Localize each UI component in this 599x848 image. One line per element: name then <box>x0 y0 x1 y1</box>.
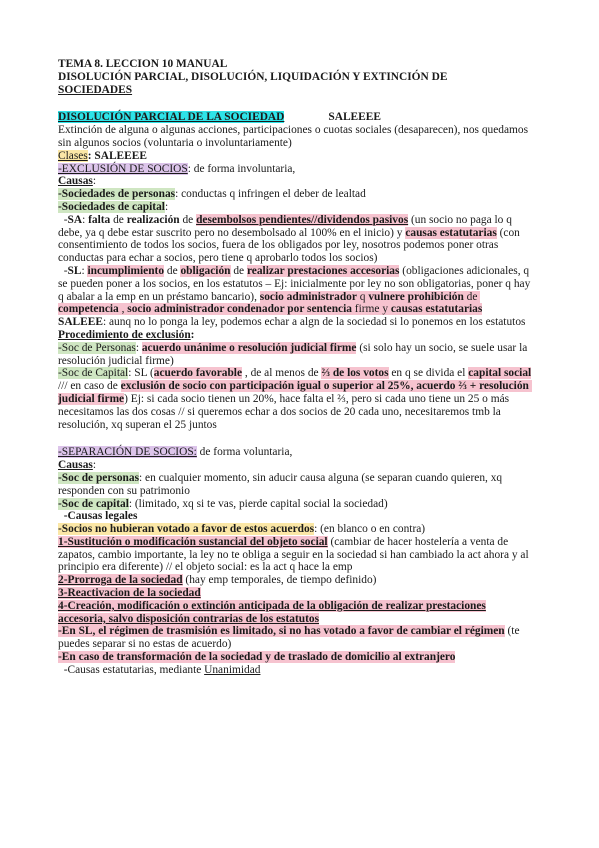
exclusion-causas-line <box>58 175 536 188</box>
procedimiento-colon: : <box>190 328 195 341</box>
sl-causas: causas estatutarias <box>390 303 483 316</box>
sl-firme: firme y <box>351 303 391 316</box>
sl-realizar: realizar prestaciones accesorias <box>246 264 400 277</box>
soc-capital-paragraph <box>58 367 536 431</box>
separacion-heading-rest: de forma voluntaria, <box>196 446 293 459</box>
sl-obligacion: obligación <box>180 264 231 277</box>
clases-tag: : SALEEEE <box>87 149 147 162</box>
sl-de-2: de <box>230 264 247 277</box>
exclusion-capital-line <box>58 201 536 214</box>
disolucion-parcial-tag: SALEEEE <box>328 111 381 124</box>
causas-legales-line: -Causas legales <box>58 510 138 523</box>
disolucion-parcial-heading: DISOLUCIÓN PARCIAL DE LA SOCIEDAD <box>58 111 285 124</box>
exclusion-heading-line <box>58 163 536 176</box>
sl-de-1: de <box>164 264 181 277</box>
sl-regimen-text: (te puedes separar si no estas de acuerdo) <box>58 625 520 651</box>
item-4-label: 4-Creación, modificación o extinción anticipada de la obligación de realizar prestaciones accesoria, salvo disposición contrarias de los estatutos <box>58 599 486 625</box>
sa-label: SA <box>67 213 83 226</box>
separacion-capital-label: -Soc de capital <box>58 497 129 510</box>
separacion-personas-paragraph <box>58 472 536 498</box>
sl-vulnere: vulnere prohibición <box>368 290 464 303</box>
soc-capital-text-1: , de al menos de <box>242 367 322 380</box>
exclusion-causas-label: Causas <box>58 175 93 188</box>
sa-colon: : <box>82 213 89 226</box>
transformacion-label: -En caso de transformación de la sociedad y de traslado de domicilio al extranjero <box>58 651 456 664</box>
sa-text-2: (con consentimiento de todos los socios, fuera de los obligados por ley, nosotros podemos poner otras conductas para echar a socios, pero tiene q aprobarlo todos los socios) <box>58 226 523 265</box>
separacion-causas-line <box>58 459 536 472</box>
no-votado-line <box>58 523 536 536</box>
transformacion-line <box>58 651 536 664</box>
causas-estatutarias-line <box>58 664 536 677</box>
title-line-2: DISOLUCIÓN PARCIAL, DISOLUCIÓN, LIQUIDACIÓN Y EXTINCIÓN DE <box>58 70 448 83</box>
sl-colon: : <box>81 264 88 277</box>
exclusion-capital-label: -Sociedades de capital <box>58 200 165 213</box>
saleee-paragraph <box>58 316 536 329</box>
sl-incumplimiento: incumplimiento <box>87 264 165 277</box>
separacion-heading-line <box>58 446 536 459</box>
sa-dash: - <box>58 213 68 226</box>
soc-personas-acuerdo: acuerdo unánime o resolución judicial firme <box>141 341 357 354</box>
sa-desembolsos: desembolsos pendientes//dividendos pasivos <box>196 213 409 226</box>
sa-falta: falta <box>88 213 111 226</box>
separacion-personas-label: -Soc de personas <box>58 471 140 484</box>
soc-capital-label: -Soc de Capital <box>58 367 129 380</box>
item-4-paragraph <box>58 600 536 626</box>
sl-comma: , <box>118 303 128 316</box>
title-line-1: TEMA 8. LECCION 10 MANUAL <box>58 58 228 70</box>
separacion-causas-colon: : <box>92 459 96 472</box>
sa-de-1: de <box>110 213 127 226</box>
item-2-label: 2-Prorroga de la sociedad <box>58 574 183 587</box>
soc-capital-sl: : SL ( <box>128 367 154 380</box>
exclusion-sl-paragraph <box>58 265 536 316</box>
soc-personas-paragraph <box>58 342 536 368</box>
soc-personas-colon: : <box>135 341 142 354</box>
procedimiento-label: Procedimiento de exclusión <box>58 328 191 341</box>
sl-condenado: socio administrador condenador por sentencia <box>127 303 352 316</box>
sl-de-3: de <box>463 290 481 303</box>
separacion-heading: -SEPARACIÓN DE SOCIOS: <box>58 446 197 459</box>
soc-personas-text: (si solo hay un socio, se suele usar la resolución judicial firme) <box>58 341 531 367</box>
exclusion-sa-paragraph <box>58 214 536 265</box>
exclusion-heading-rest: : de forma involuntaria, <box>187 162 296 175</box>
soc-personas-label: -Soc de Personas <box>58 341 136 354</box>
exclusion-heading: -EXCLUSIÓN DE SOCIOS <box>58 162 188 175</box>
title-line-3: SOCIEDADES <box>58 83 133 96</box>
procedimiento-line <box>58 329 536 342</box>
soc-capital-capital-social: capital social <box>468 367 532 380</box>
item-3-line <box>58 587 536 600</box>
sl-dash: - <box>58 264 68 277</box>
clases-line <box>58 150 536 163</box>
separacion-personas-text: : en cualquier momento, sin aducir causa alguna (se separan cuando quieren, xq responden con su patrimonio <box>58 471 503 497</box>
sa-realizacion: realización <box>126 213 180 226</box>
sl-competencia: competencia <box>58 303 119 316</box>
item-2-text: (hay emp temporales, de tiempo definido) <box>182 574 377 587</box>
no-votado-label: -Socios no hubieran votado a favor de estos acuerdos <box>58 523 315 536</box>
exclusion-personas-text: : conductas q infringen el deber de lealtad <box>175 188 366 201</box>
no-votado-rest: : (en blanco o en contra) <box>314 523 426 536</box>
sl-label: SL <box>67 264 82 277</box>
exclusion-causas-colon: : <box>92 175 96 188</box>
sl-regimen-paragraph <box>58 625 536 651</box>
section-heading-disolucion-parcial <box>58 111 536 124</box>
unanimidad-label: Unanimidad <box>204 663 261 676</box>
exclusion-personas-label: -Sociedades de personas <box>58 188 176 201</box>
sl-regimen-label: -En SL, el régimen de trasmisión es limitado, si no has votado a favor de cambiar el régimen <box>58 625 505 638</box>
sl-socio-administrador: socio administrador <box>259 290 357 303</box>
item-1-paragraph <box>58 536 536 574</box>
sl-q: q <box>356 290 369 303</box>
soc-capital-text-2: en q se divida el <box>388 367 469 380</box>
separacion-capital-text: : (limitado, xq si te vas, pierde capital social la sociedad) <box>128 497 388 510</box>
clases-label: Clases <box>58 149 88 162</box>
soc-capital-exclusion: exclusión de socio con participación igual o superior al 25%, acuerdo ⅔ + resolución judicial firme <box>58 380 532 405</box>
sa-de-2: de <box>179 213 197 226</box>
sa-causas: causas estatutarias <box>405 226 497 239</box>
saleee-label: SALEEE <box>58 316 103 329</box>
soc-capital-dos-tercios: ⅔ de los votos <box>321 367 389 380</box>
sa-text-1: (un socio no paga lo q debe, ya q debe estar suscrito pero no desembolsado al 100% en el inicio) y <box>58 213 515 239</box>
disolucion-parcial-intro: Extinción de alguna o algunas acciones, participaciones o cuotas sociales (desaparecen), nos quedamos sin algunos socios (voluntaria o involuntariamente) <box>58 124 529 149</box>
item-2-line <box>58 574 536 587</box>
sl-text-1: (obligaciones adicionales, q se pueden poner a los socios, en los estatutos – Ej: inicialmente por ley no son obligatorias, poner q hay q abalar a la emp en un préstamo bancario), <box>58 264 534 303</box>
item-1-label: 1-Sustitución o modificación sustancial del objeto social <box>58 535 328 548</box>
saleee-text: : aunq no lo ponga la ley, podemos echar a algn de la sociedad si lo ponemos en los estatutos <box>102 316 526 329</box>
causas-estatutarias-text: -Causas estatutarias, mediante <box>58 663 205 676</box>
separacion-causas-label: Causas <box>58 459 93 472</box>
soc-capital-text-3: /// en caso de <box>58 367 535 393</box>
exclusion-capital-colon: : <box>164 200 169 213</box>
exclusion-personas-line <box>58 188 536 201</box>
soc-capital-acuerdo: acuerdo favorable <box>153 367 243 380</box>
soc-capital-text-4: ) Ej: si cada socio tienen un 20%, hace falta el ⅔, pero si cada uno tiene un 25 o más necesitamos las dos cosas // si queremos echar a dos socios de 20 cada uno, necesitaremos tmb la resolución, xq superan el 25 juntos <box>58 392 512 431</box>
item-3-label: 3-Reactivacion de la sociedad <box>58 587 201 600</box>
separacion-capital-line <box>58 498 536 511</box>
document-page <box>58 58 536 677</box>
item-1-text: (cambiar de hacer hostelería a venta de zapatos, cambio importante, la ley no te obliga a seguir en la sociedad si han cambiado la act ahora y al principio era diferente) // el objeto social: es la act q hace la emp <box>58 535 529 574</box>
